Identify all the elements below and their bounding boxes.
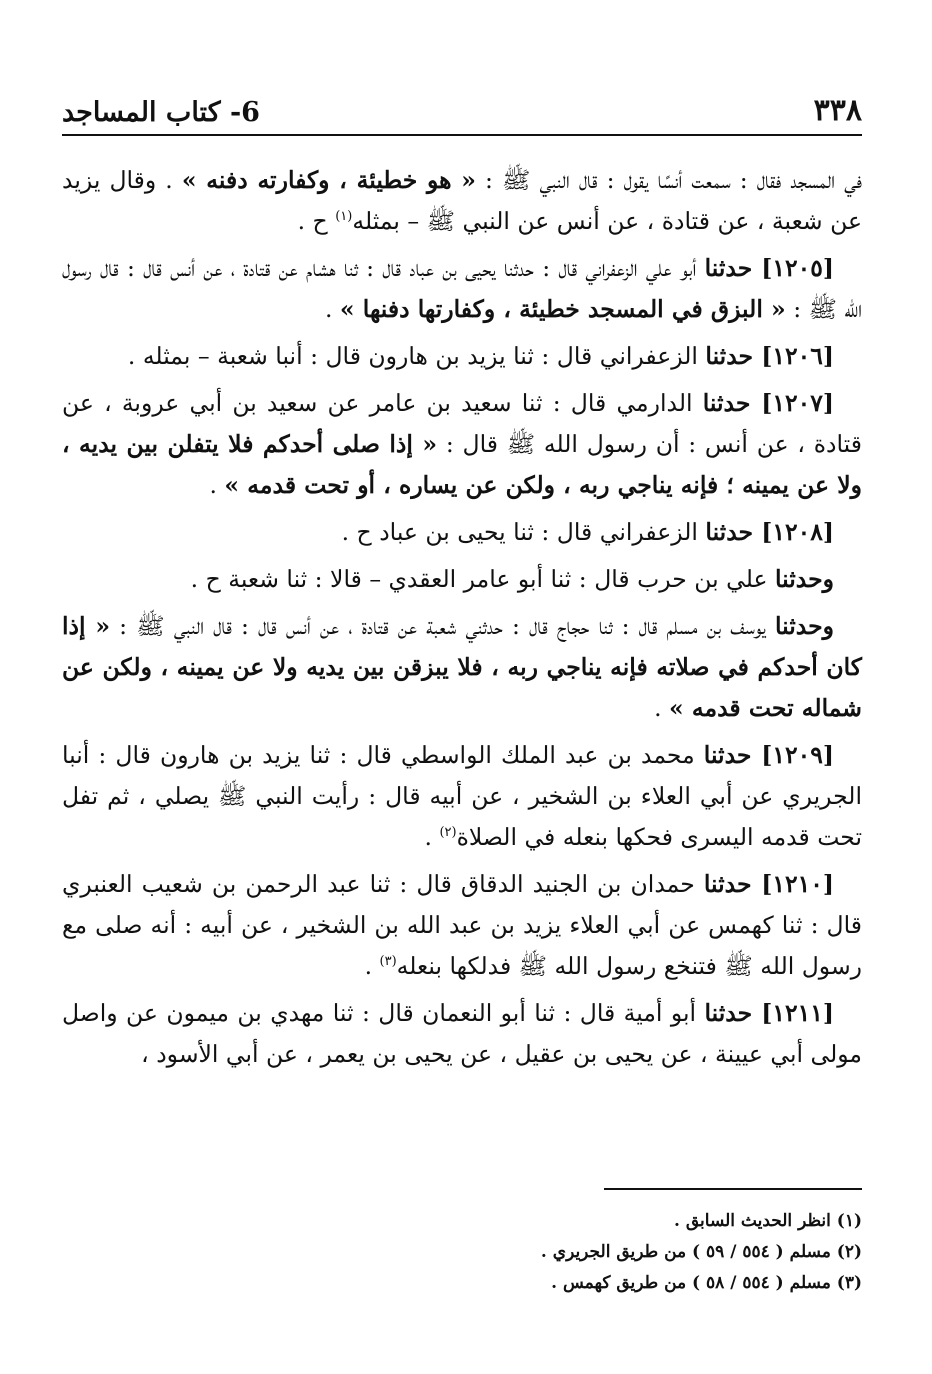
text-run: أبو أمية قال : ثنا أبو النعمان قال : ثنا مهدي بن ميمون عن واصل مولى أبي عيينة ، عن يحيى بن عقيل ، عن يحيى بن يعمر ، عن أبي الأسود ، — [62, 999, 862, 1068]
paragraph — [62, 993, 862, 1075]
paragraph — [62, 248, 862, 330]
footnote-divider — [604, 1188, 862, 1190]
footnote-ref: (٢) — [439, 825, 457, 841]
text-run: الدارمي قال : ثنا سعيد بن عامر عن سعيد بن أبي عروبة ، عن قتادة ، عن أنس : أن رسول الله ﷺ قال : — [62, 389, 862, 458]
text-run: محمد بن عبد الملك الواسطي قال : ثنا يزيد بن هارون قال : أنبا الجريري عن أبي العلاء بن الشخير ، عن أبيه قال : رأيت النبي ﷺ يصلي ، ثم تفل تحت قدمه اليسرى فحكها بنعله في الصلاة — [62, 741, 862, 851]
text-run: علي بن حرب قال : ثنا أبو عامر العقدي – قالا : ثنا شعبة ح . — [190, 565, 775, 593]
footnote-2: (٢) مسلم ( ٥٥٤ / ٥٩ ) من طريق الجريري . — [540, 1242, 862, 1262]
paragraph — [62, 559, 862, 600]
text-run: حمدان بن الجنيد الدقاق قال : ثنا عبد الرحمن بن شعيب العنبري قال : ثنا كهمس عن أبي العلاء يزيد بن عبد الله بن الشخير ، عن أبيه : أنه صلى مع رسول الله ﷺ فتنخع رسول الله ﷺ فدلكها بنعله — [62, 870, 862, 980]
bold-text: [١٢٠٨] حدثنا — [705, 518, 834, 546]
bold-text: [١٢١١] حدثنا — [704, 999, 834, 1027]
paragraph — [62, 735, 862, 858]
paragraph — [62, 864, 862, 987]
bold-text: [١٢٠٩] حدثنا — [703, 741, 834, 769]
bold-text: « إذا كان أحدكم في صلاته فإنه يناجي ربه ، فلا يبزقن بين يديه ولا عن يمينه ، ولكن عن شماله تحت قدمه » — [62, 612, 862, 722]
main-text — [62, 160, 862, 1081]
footnote-ref: (٣) — [379, 954, 397, 970]
bold-text: [١٢١٠] حدثنا — [703, 870, 834, 898]
page-header — [62, 84, 862, 136]
bold-text: « إذا صلى أحدكم فلا يتفلن بين يديه ، ولا عن يمينه ؛ فإنه يناجي ربه ، ولكن عن يساره ، أو تحت قدمه » — [62, 430, 862, 499]
bold-text: [١٢٠٧] حدثنا — [702, 389, 834, 417]
text-run: الزعفراني قال : ثنا يزيد بن هارون قال : أنبا شعبة – بمثله . — [127, 342, 706, 370]
text-run: ح . — [297, 207, 336, 235]
footnotes — [62, 1206, 862, 1299]
paragraph — [62, 383, 862, 506]
bold-text: [١٢٠٥] حدثنا — [704, 254, 834, 282]
text-run: . — [654, 694, 670, 722]
text-run: . وقال يزيد عن شعبة ، عن قتادة ، عن أنس عن النبي ﷺ – بمثله — [62, 166, 862, 235]
bold-text: [١٢٠٦] حدثنا — [705, 342, 834, 370]
text-run: . — [424, 823, 440, 851]
text-run: أبو علي الزعفراني قال : حدثنا يحيى بن عباد قال : ثنا هشام عن قتادة ، عن أنس قال : قال رسول الله ﷺ : — [62, 254, 862, 323]
page-number: ٣٣٨ — [813, 93, 862, 128]
paragraph — [62, 336, 862, 377]
bold-text: وحدثنا — [774, 612, 834, 640]
text-run: . — [209, 471, 225, 499]
footnote-3: (٣) مسلم ( ٥٥٤ / ٥٨ ) من طريق كهمس . — [551, 1273, 862, 1293]
bold-text: وحدثنا — [774, 565, 834, 593]
paragraph — [62, 160, 862, 242]
footnote-ref: (١) — [335, 209, 353, 225]
paragraph — [62, 606, 862, 729]
text-run: . — [324, 295, 340, 323]
text-run: الزعفراني قال : ثنا يحيى بن عباد ح . — [341, 518, 706, 546]
paragraph — [62, 512, 862, 553]
bold-text: « البزق في المسجد خطيئة ، وكفارتها دفنها » — [339, 295, 786, 323]
text-run: في المسجد فقال : سمعت أنسًا يقول : قال النبي ﷺ : — [476, 166, 862, 194]
chapter-title: 6- كتاب المساجد — [62, 97, 260, 128]
text-run: يوسف بن مسلم قال : ثنا حجاج قال : حدثني شعبة عن قتادة ، عن أنس قال : قال النبي ﷺ : — [110, 612, 775, 640]
text-run: . — [364, 952, 380, 980]
footnote-1: (١) انظر الحديث السابق . — [674, 1211, 862, 1231]
bold-text: « هو خطيئة ، وكفارته دفنه » — [181, 166, 476, 194]
